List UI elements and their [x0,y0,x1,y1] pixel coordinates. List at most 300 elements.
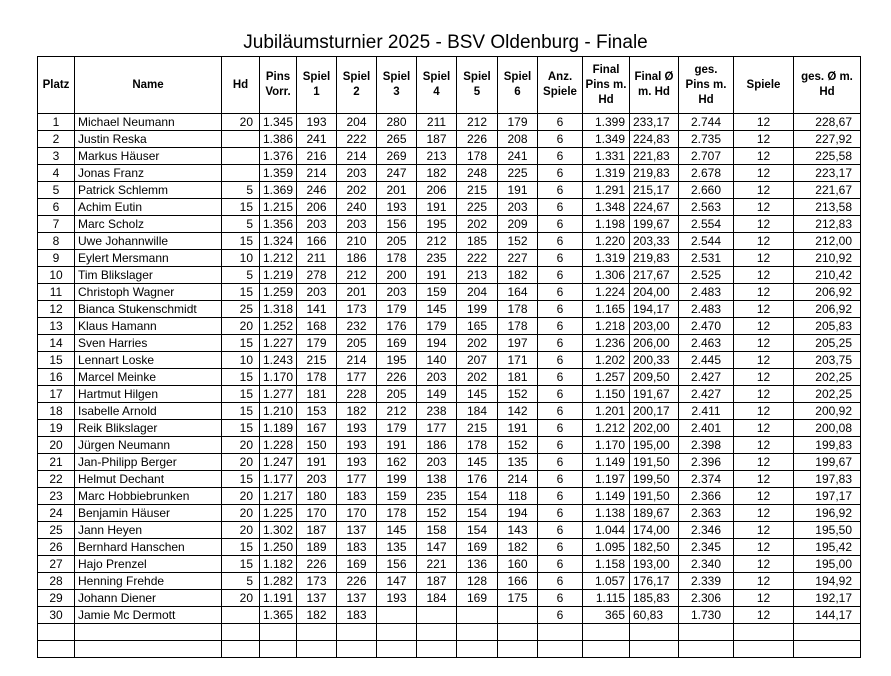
cell-spiel-2: 240 [337,199,377,216]
cell-final-avg: 233,17 [630,114,679,131]
cell-final-pins: 1.319 [583,165,630,182]
cell-spiel-4: 187 [417,573,457,590]
empty-cell [38,641,75,658]
cell-spiel-5: 154 [457,488,498,505]
cell-hd: 15 [222,369,260,386]
cell-spiel-1: 168 [297,318,337,335]
cell-ges-pins: 2.525 [679,267,734,284]
col-header-spiel-6: Spiel 6 [498,57,538,114]
cell-spiel-5: 202 [457,335,498,352]
cell-final-pins: 1.349 [583,131,630,148]
cell-hd: 20 [222,590,260,607]
cell-spiel-5: 145 [457,386,498,403]
col-header-spiel-2: Spiel 2 [337,57,377,114]
cell-spiel-2: 204 [337,114,377,131]
cell-anz-spiele: 6 [538,233,583,250]
page-title: Jubiläumsturnier 2025 - BSV Oldenburg - Finale [243,32,648,53]
cell-spiel-6: 182 [498,267,538,284]
cell-spiel-2: 214 [337,352,377,369]
cell-hd: 5 [222,182,260,199]
cell-ges-pins: 2.735 [679,131,734,148]
cell-spiel-2: 183 [337,607,377,624]
cell-spiele: 12 [734,420,794,437]
cell-hd: 5 [222,267,260,284]
cell-ges-pins: 2.411 [679,403,734,420]
cell-platz: 25 [38,522,75,539]
cell-spiel-3: 145 [377,522,417,539]
cell-name: Marc Scholz [75,216,222,233]
cell-pins-vorr: 1.376 [260,148,297,165]
cell-spiele: 12 [734,131,794,148]
table-row [38,182,861,199]
cell-spiele: 12 [734,607,794,624]
empty-cell [417,624,457,641]
cell-name: Tim Blikslager [75,267,222,284]
empty-cell [498,641,538,658]
empty-cell [75,641,222,658]
table-row [38,318,861,335]
cell-final-pins: 1.115 [583,590,630,607]
cell-hd: 10 [222,250,260,267]
cell-pins-vorr: 1.170 [260,369,297,386]
empty-cell [583,641,630,658]
cell-ges-pins: 2.744 [679,114,734,131]
cell-spiel-3: 205 [377,386,417,403]
cell-hd: 15 [222,556,260,573]
empty-cell [297,641,337,658]
cell-hd: 15 [222,284,260,301]
cell-final-avg: 199,67 [630,216,679,233]
empty-cell [260,641,297,658]
cell-ges-pins: 2.401 [679,420,734,437]
cell-spiel-1: 153 [297,403,337,420]
cell-spiel-4: 235 [417,250,457,267]
cell-spiel-1: 173 [297,573,337,590]
cell-spiel-4: 195 [417,216,457,233]
cell-spiel-3: 191 [377,437,417,454]
cell-anz-spiele: 6 [538,607,583,624]
cell-name: Jürgen Neumann [75,437,222,454]
cell-spiel-1: 211 [297,250,337,267]
cell-final-avg: 224,67 [630,199,679,216]
cell-platz: 20 [38,437,75,454]
cell-spiel-6: 171 [498,352,538,369]
cell-final-avg: 203,33 [630,233,679,250]
cell-ges-avg: 223,17 [794,165,861,182]
cell-spiel-1: 193 [297,114,337,131]
cell-anz-spiele: 6 [538,284,583,301]
cell-spiel-1: 226 [297,556,337,573]
cell-spiel-6: 181 [498,369,538,386]
cell-final-pins: 1.149 [583,454,630,471]
cell-spiel-6: 152 [498,386,538,403]
results-table [37,56,861,658]
cell-anz-spiele: 6 [538,335,583,352]
cell-spiele: 12 [734,199,794,216]
cell-ges-pins: 2.340 [679,556,734,573]
cell-final-pins: 1.150 [583,386,630,403]
cell-ges-avg: 199,83 [794,437,861,454]
cell-final-avg: 182,50 [630,539,679,556]
empty-cell [538,624,583,641]
cell-final-pins: 1.158 [583,556,630,573]
cell-spiel-1: 150 [297,437,337,454]
cell-platz: 9 [38,250,75,267]
cell-final-avg: 189,67 [630,505,679,522]
cell-ges-pins: 2.563 [679,199,734,216]
cell-spiel-3: 201 [377,182,417,199]
cell-spiel-4: 194 [417,335,457,352]
cell-final-pins: 1.319 [583,250,630,267]
cell-anz-spiele: 6 [538,165,583,182]
cell-spiele: 12 [734,114,794,131]
cell-pins-vorr: 1.252 [260,318,297,335]
cell-spiele: 12 [734,250,794,267]
cell-spiel-1: 166 [297,233,337,250]
cell-spiel-6: 227 [498,250,538,267]
empty-cell [38,624,75,641]
cell-ges-avg: 192,17 [794,590,861,607]
empty-cell [222,641,260,658]
cell-final-avg: 202,00 [630,420,679,437]
cell-spiel-3: 205 [377,233,417,250]
cell-pins-vorr: 1.182 [260,556,297,573]
cell-final-avg: 60,83 [630,607,679,624]
cell-platz: 5 [38,182,75,199]
cell-spiel-5 [457,607,498,624]
cell-spiel-4: 191 [417,267,457,284]
table-row [38,403,861,420]
cell-pins-vorr: 1.386 [260,131,297,148]
cell-spiele: 12 [734,267,794,284]
cell-ges-avg: 221,67 [794,182,861,199]
cell-anz-spiele: 6 [538,539,583,556]
cell-spiel-1: 203 [297,216,337,233]
table-row [38,420,861,437]
table-row [38,216,861,233]
cell-platz: 27 [38,556,75,573]
cell-final-avg: 194,17 [630,301,679,318]
cell-hd: 20 [222,454,260,471]
cell-platz: 3 [38,148,75,165]
cell-ges-pins: 2.470 [679,318,734,335]
cell-spiele: 12 [734,556,794,573]
cell-platz: 15 [38,352,75,369]
cell-final-pins: 1.212 [583,420,630,437]
cell-spiel-6: 225 [498,165,538,182]
empty-cell [538,641,583,658]
cell-hd: 20 [222,318,260,335]
cell-spiel-4: 149 [417,386,457,403]
cell-spiel-4: 211 [417,114,457,131]
cell-pins-vorr: 1.227 [260,335,297,352]
cell-platz: 2 [38,131,75,148]
table-row [38,539,861,556]
cell-spiel-4: 212 [417,233,457,250]
cell-spiel-1: 180 [297,488,337,505]
cell-anz-spiele: 6 [538,590,583,607]
cell-ges-avg: 195,00 [794,556,861,573]
cell-ges-avg: 205,25 [794,335,861,352]
cell-spiel-6: 208 [498,131,538,148]
cell-spiel-2: 226 [337,573,377,590]
empty-cell [794,641,861,658]
table-row [38,454,861,471]
cell-anz-spiele: 6 [538,556,583,573]
cell-pins-vorr: 1.324 [260,233,297,250]
cell-spiel-2: 186 [337,250,377,267]
cell-name: Patrick Schlemm [75,182,222,199]
cell-final-pins: 1.095 [583,539,630,556]
cell-pins-vorr: 1.277 [260,386,297,403]
cell-final-avg: 204,00 [630,284,679,301]
cell-anz-spiele: 6 [538,318,583,335]
cell-ges-avg: 205,83 [794,318,861,335]
cell-name: Jonas Franz [75,165,222,182]
cell-final-pins: 1.044 [583,522,630,539]
cell-final-avg: 215,17 [630,182,679,199]
cell-spiel-6: 118 [498,488,538,505]
cell-final-avg: 200,17 [630,403,679,420]
cell-ges-pins: 2.346 [679,522,734,539]
cell-spiel-6: 175 [498,590,538,607]
cell-spiel-1: 170 [297,505,337,522]
cell-spiel-1: 167 [297,420,337,437]
cell-name: Sven Harries [75,335,222,352]
cell-spiel-5: 178 [457,437,498,454]
cell-final-pins: 1.224 [583,284,630,301]
cell-pins-vorr: 1.259 [260,284,297,301]
col-header-final-pins: Final Pins m. Hd [583,57,630,114]
cell-spiel-3: 265 [377,131,417,148]
cell-ges-pins: 2.396 [679,454,734,471]
cell-spiel-5: 202 [457,216,498,233]
cell-spiel-1: 189 [297,539,337,556]
cell-spiele: 12 [734,182,794,199]
empty-cell [630,624,679,641]
cell-spiel-3: 156 [377,556,417,573]
cell-final-pins: 1.202 [583,352,630,369]
cell-final-pins: 1.149 [583,488,630,505]
cell-anz-spiele: 6 [538,403,583,420]
empty-cell [260,624,297,641]
col-header-final-avg: Final Ø m. Hd [630,57,679,114]
cell-anz-spiele: 6 [538,199,583,216]
cell-spiel-6: 178 [498,318,538,335]
cell-spiel-2: 203 [337,216,377,233]
cell-ges-pins: 2.445 [679,352,734,369]
cell-final-pins: 1.197 [583,471,630,488]
cell-hd: 5 [222,573,260,590]
cell-spiel-3: 269 [377,148,417,165]
empty-cell [457,624,498,641]
cell-spiel-3: 247 [377,165,417,182]
cell-name: Jan-Philipp Berger [75,454,222,471]
cell-platz: 13 [38,318,75,335]
cell-name: Helmut Dechant [75,471,222,488]
cell-platz: 19 [38,420,75,437]
cell-spiel-3: 176 [377,318,417,335]
cell-spiel-5: 169 [457,539,498,556]
cell-name: Markus Häuser [75,148,222,165]
cell-anz-spiele: 6 [538,114,583,131]
cell-spiel-6: 166 [498,573,538,590]
cell-spiel-2: 177 [337,471,377,488]
cell-ges-avg: 200,92 [794,403,861,420]
cell-platz: 8 [38,233,75,250]
col-header-spiel-5: Spiel 5 [457,57,498,114]
cell-final-avg: 206,00 [630,335,679,352]
cell-platz: 12 [38,301,75,318]
cell-spiel-3: 193 [377,199,417,216]
cell-ges-avg: 194,92 [794,573,861,590]
cell-hd: 15 [222,199,260,216]
cell-final-avg: 217,67 [630,267,679,284]
cell-hd: 5 [222,216,260,233]
cell-spiel-2: 214 [337,148,377,165]
cell-final-pins: 1.201 [583,403,630,420]
cell-spiel-3: 226 [377,369,417,386]
cell-ges-avg: 195,42 [794,539,861,556]
cell-ges-avg: 199,67 [794,454,861,471]
table-row [38,131,861,148]
cell-final-avg: 195,00 [630,437,679,454]
cell-spiel-1: 203 [297,284,337,301]
empty-cell [337,624,377,641]
cell-spiel-2: 173 [337,301,377,318]
cell-ges-avg: 200,08 [794,420,861,437]
cell-spiel-6: 178 [498,301,538,318]
col-header-spiel-4: Spiel 4 [417,57,457,114]
cell-name: Klaus Hamann [75,318,222,335]
cell-pins-vorr: 1.359 [260,165,297,182]
cell-final-avg: 176,17 [630,573,679,590]
cell-platz: 14 [38,335,75,352]
cell-platz: 22 [38,471,75,488]
cell-spiel-5: 222 [457,250,498,267]
cell-spiel-4: 158 [417,522,457,539]
cell-hd: 20 [222,522,260,539]
cell-spiel-5: 213 [457,267,498,284]
empty-cell [583,624,630,641]
cell-spiel-2: 201 [337,284,377,301]
cell-spiel-4: 203 [417,369,457,386]
cell-spiel-5: 199 [457,301,498,318]
empty-cell [75,624,222,641]
cell-final-pins: 1.291 [583,182,630,199]
cell-spiel-4 [417,607,457,624]
cell-pins-vorr: 1.215 [260,199,297,216]
cell-hd: 15 [222,471,260,488]
cell-spiel-6: 191 [498,420,538,437]
cell-anz-spiele: 6 [538,250,583,267]
cell-spiel-2: 182 [337,403,377,420]
cell-ges-avg: 228,67 [794,114,861,131]
cell-spiel-3: 135 [377,539,417,556]
cell-spiel-3: 179 [377,420,417,437]
cell-platz: 24 [38,505,75,522]
empty-cell [630,641,679,658]
cell-spiel-4: 140 [417,352,457,369]
cell-spiel-4: 177 [417,420,457,437]
cell-spiel-4: 203 [417,454,457,471]
cell-ges-pins: 2.427 [679,386,734,403]
cell-platz: 30 [38,607,75,624]
cell-final-avg: 200,33 [630,352,679,369]
cell-ges-pins: 2.398 [679,437,734,454]
cell-pins-vorr: 1.318 [260,301,297,318]
col-header-platz: Platz [38,57,75,114]
cell-hd: 20 [222,437,260,454]
cell-spiel-2: 193 [337,437,377,454]
cell-spiel-3: 203 [377,284,417,301]
cell-spiel-2: 183 [337,488,377,505]
cell-spiel-6: 179 [498,114,538,131]
table-row [38,352,861,369]
table-row [38,386,861,403]
cell-spiel-5: 185 [457,233,498,250]
header-row [38,57,861,114]
cell-ges-avg: 195,50 [794,522,861,539]
cell-name: Christoph Wagner [75,284,222,301]
cell-ges-pins: 2.660 [679,182,734,199]
cell-spiel-2: 177 [337,369,377,386]
table-row [38,573,861,590]
cell-spiel-4: 213 [417,148,457,165]
cell-spiel-3: 156 [377,216,417,233]
table-row [38,284,861,301]
cell-spiele: 12 [734,488,794,505]
cell-spiel-2: 137 [337,590,377,607]
empty-cell [679,641,734,658]
table-row [38,556,861,573]
cell-spiel-1: 137 [297,590,337,607]
cell-final-pins: 1.257 [583,369,630,386]
cell-spiele: 12 [734,352,794,369]
cell-spiele: 12 [734,471,794,488]
cell-pins-vorr: 1.217 [260,488,297,505]
cell-spiel-5: 226 [457,131,498,148]
cell-spiel-5: 145 [457,454,498,471]
cell-name: Hajo Prenzel [75,556,222,573]
cell-ges-pins: 2.531 [679,250,734,267]
empty-cell [734,641,794,658]
empty-cell [337,641,377,658]
cell-spiel-1: 179 [297,335,337,352]
cell-final-pins: 1.057 [583,573,630,590]
cell-platz: 7 [38,216,75,233]
table-row [38,522,861,539]
cell-name: Eylert Mersmann [75,250,222,267]
cell-spiel-6: 203 [498,199,538,216]
cell-platz: 26 [38,539,75,556]
cell-spiel-2: 170 [337,505,377,522]
cell-spiel-4: 187 [417,131,457,148]
cell-final-avg: 209,50 [630,369,679,386]
cell-hd: 15 [222,233,260,250]
cell-anz-spiele: 6 [538,369,583,386]
cell-ges-avg: 197,83 [794,471,861,488]
cell-spiel-4: 235 [417,488,457,505]
cell-ges-avg: 225,58 [794,148,861,165]
cell-final-avg: 174,00 [630,522,679,539]
cell-anz-spiele: 6 [538,420,583,437]
empty-cell [417,641,457,658]
cell-spiel-2: 228 [337,386,377,403]
cell-name: Achim Eutin [75,199,222,216]
cell-spiel-2: 169 [337,556,377,573]
cell-ges-avg: 206,92 [794,284,861,301]
